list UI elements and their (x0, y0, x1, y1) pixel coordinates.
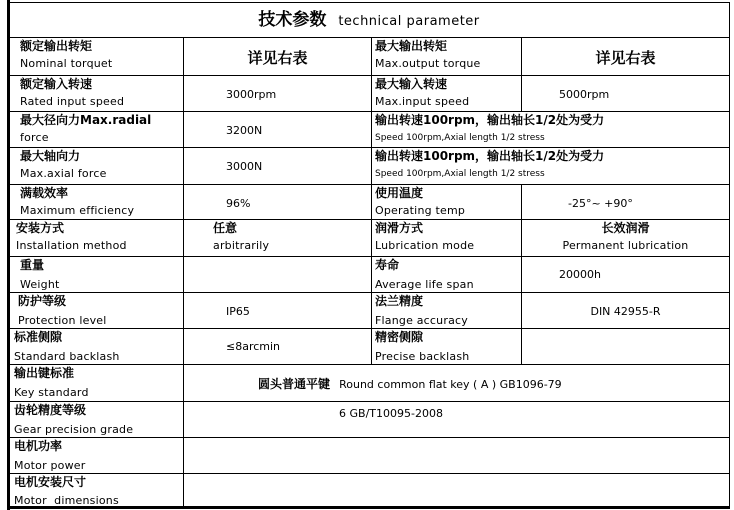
label-motor-power (14, 439, 180, 472)
label-cn: 标准侧隙 (14, 330, 63, 344)
value-en: Round common flat key ( A ) GB1096-79 (339, 378, 562, 391)
note-axial-force-condition (375, 149, 727, 180)
value-standard-backlash: ≤8arcmin (226, 340, 281, 353)
label-en: Key standard (14, 386, 89, 399)
label-en: Average life span (375, 278, 474, 291)
value-maximum-efficiency: 96% (226, 197, 251, 210)
label-maximum-efficiency (20, 186, 180, 217)
label-en: force (20, 131, 49, 144)
label-cn: 防护等级 (18, 294, 67, 308)
value-nominal-torque: 详见右表 (247, 49, 308, 67)
label-en: Motor power (14, 459, 86, 472)
value-max-axial-force: 3000N (226, 160, 263, 173)
label-cn: 寿命 (375, 258, 400, 272)
label-lubrication-mode (375, 221, 520, 252)
label-key-standard (14, 366, 180, 399)
label-cn: 最大轴向力 (20, 149, 81, 163)
label-cn: 齿轮精度等级 (14, 403, 87, 417)
label-protection-level (18, 294, 180, 327)
label-standard-backlash (14, 330, 180, 363)
label-en: Max.axial force (20, 167, 107, 180)
label-cn: 额定输出转矩 (20, 39, 93, 53)
label-cn: 最大输出转矩 (375, 39, 448, 53)
label-cn: 法兰精度 (375, 294, 424, 308)
label-en: Gear precision grade (14, 423, 134, 436)
value-motor-power (184, 437, 729, 473)
label-operating-temp (375, 186, 520, 217)
value-protection-level: IP65 (226, 305, 250, 318)
label-en: Operating temp (375, 204, 466, 217)
label-cn: 安装方式 (16, 221, 65, 235)
label-en: Maximum efficiency (20, 204, 135, 217)
label-en: Standard backlash (14, 350, 120, 363)
value-flange-accuracy: DIN 42955-R (590, 305, 661, 318)
col-divider (521, 75, 522, 111)
label-en: Max.input speed (375, 95, 470, 108)
title-cn: 技术参数 (258, 10, 327, 30)
label-en: Lubrication mode (375, 239, 475, 252)
label-cn: 润滑方式 (375, 221, 424, 235)
title-en: technical parameter (338, 14, 480, 29)
label-en: Installation method (16, 239, 127, 252)
label-max-radial-force (20, 113, 180, 144)
label-en: Max.output torque (375, 57, 481, 70)
note-radial-force-condition (375, 113, 727, 144)
value-average-life-span: 20000h (559, 268, 601, 281)
value-installation-method (213, 221, 363, 252)
label-cn: 输出键标准 (14, 366, 75, 380)
table-right-border (729, 2, 730, 508)
value-weight (226, 256, 366, 292)
value-en: arbitrarily (213, 239, 270, 252)
note-cn: 输出转速100rpm，输出轴长1/2处为受力 (375, 149, 605, 163)
value-operating-temp: -25°~ +90° (568, 197, 633, 210)
label-cn: 最大输入转速 (375, 77, 448, 91)
value-key-standard (258, 364, 728, 401)
label-max-output-torque (375, 39, 520, 70)
value-max-radial-force: 3200N (226, 124, 263, 137)
value-cn: 任意 (213, 221, 238, 235)
label-cn: 电机安装尺寸 (14, 475, 87, 489)
table-title (8, 3, 730, 37)
label-average-life-span (375, 258, 520, 291)
label-weight (20, 258, 180, 291)
label-en: Precise backlash (375, 350, 470, 363)
label-en: Weight (20, 278, 60, 291)
label-gear-precision-grade (14, 403, 180, 436)
value-motor-dimensions (184, 473, 729, 506)
row-divider (8, 147, 730, 148)
label-en: Flange accuracy (375, 314, 468, 327)
label-cn: 最大径向力Max.radial (20, 113, 152, 127)
label-nominal-torque (20, 39, 180, 70)
row-divider (8, 219, 730, 220)
col-divider (371, 37, 372, 364)
label-cn: 重量 (20, 258, 45, 272)
label-motor-dimensions (14, 475, 180, 507)
label-installation-method (16, 221, 181, 252)
value-precise-backlash (522, 328, 729, 364)
label-en: Protection level (18, 314, 107, 327)
label-cn: 电机功率 (14, 439, 63, 453)
label-rated-input-speed (20, 77, 180, 108)
note-en: Speed 100rpm,Axial length 1/2 stress (375, 169, 545, 179)
value-rated-input-speed: 3000rpm (226, 88, 277, 101)
table-left-border (7, 0, 10, 510)
value-lubrication-mode (522, 221, 729, 252)
label-en: Rated input speed (20, 95, 125, 108)
note-cn: 输出转速100rpm，输出轴长1/2处为受力 (375, 113, 605, 127)
value-cn: 圆头普通平键 (258, 377, 331, 391)
label-cn: 满载效率 (20, 186, 69, 200)
label-cn: 精密侧隙 (375, 330, 424, 344)
label-max-axial-force (20, 149, 180, 180)
label-en: Motor dimensions (14, 494, 119, 507)
value-en: Permanent lubrication (562, 239, 689, 252)
label-cn: 使用温度 (375, 186, 424, 200)
value-cn: 长效润滑 (601, 221, 650, 235)
value-max-output-torque: 详见右表 (595, 49, 656, 67)
value-max-input-speed: 5000rpm (559, 88, 610, 101)
label-cn: 额定输入转速 (20, 77, 93, 91)
row-divider (8, 111, 730, 112)
label-precise-backlash (375, 330, 520, 363)
value-gear-precision-grade: 6 GB/T10095-2008 (339, 407, 443, 420)
label-en: Nominal torquet (20, 57, 113, 70)
label-max-input-speed (375, 77, 520, 108)
label-flange-accuracy (375, 294, 520, 327)
note-en: Speed 100rpm,Axial length 1/2 stress (375, 133, 545, 143)
